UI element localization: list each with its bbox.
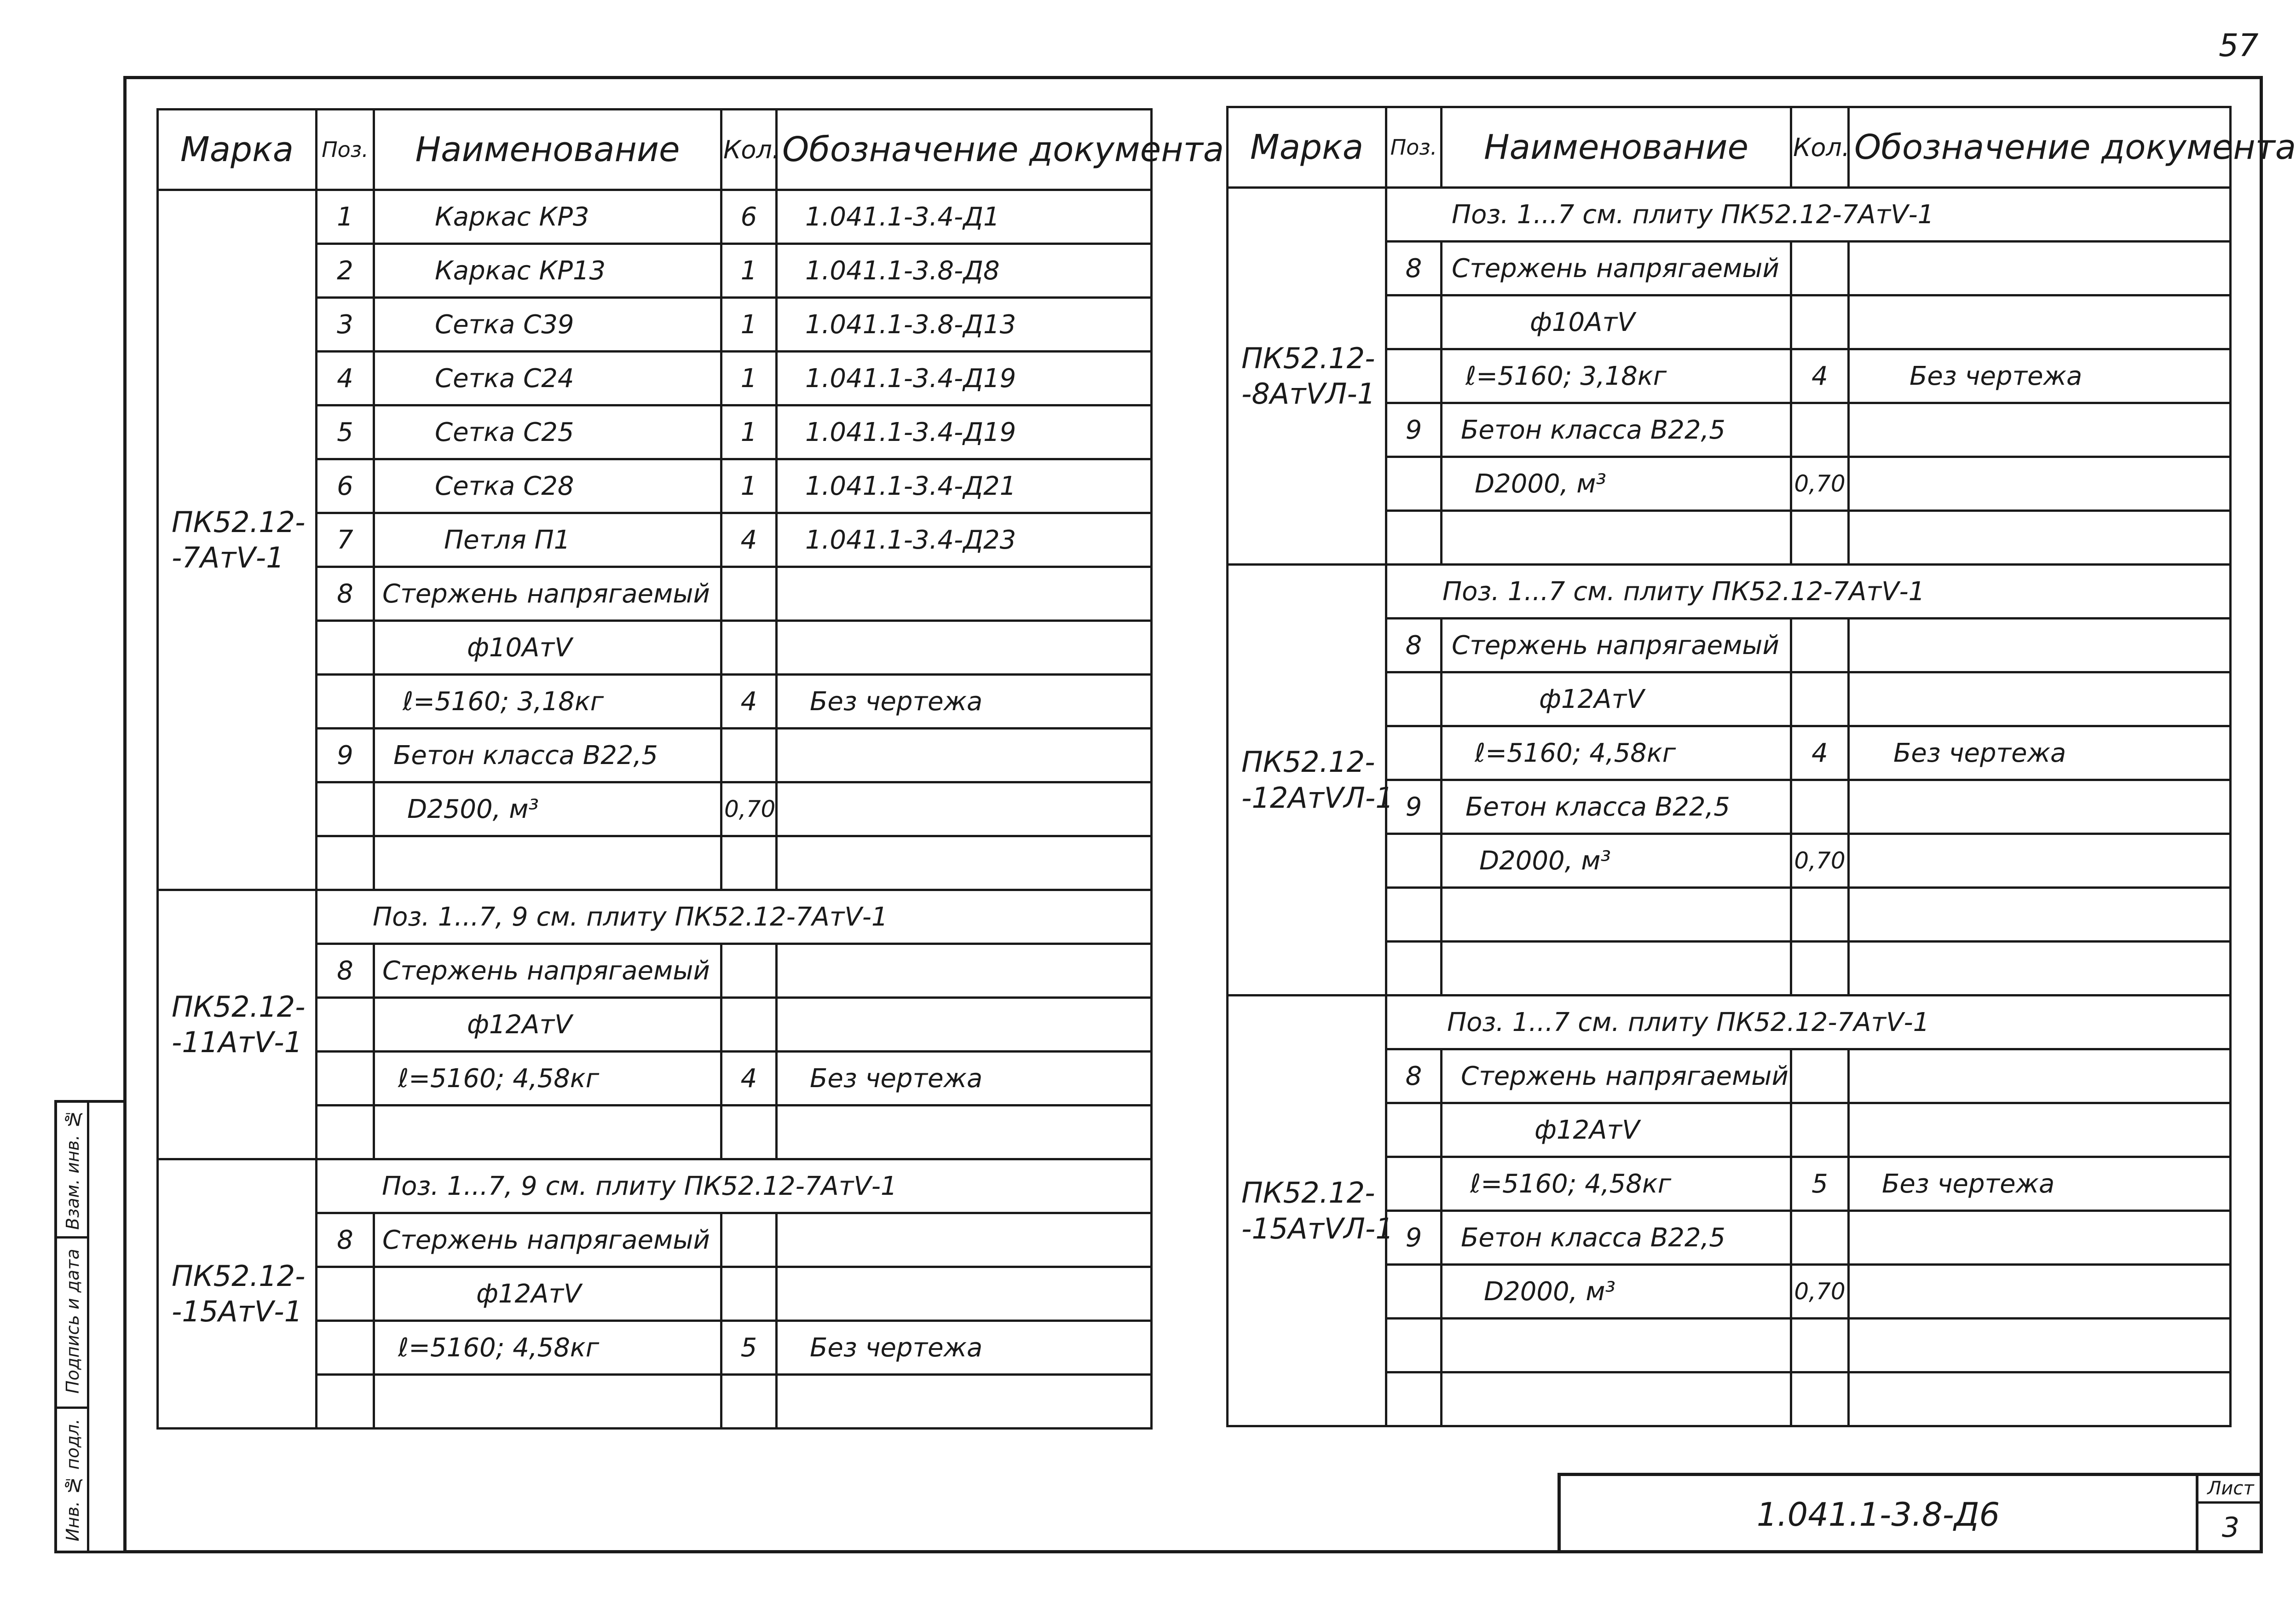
qty-cell: 4 bbox=[721, 675, 777, 729]
marka-cell bbox=[158, 190, 317, 890]
stamp-strip bbox=[54, 1100, 123, 1553]
doc-cell bbox=[1849, 1319, 2231, 1372]
pos-cell bbox=[1386, 349, 1442, 403]
header-row bbox=[1228, 107, 2231, 188]
doc-cell bbox=[777, 944, 1152, 998]
pos-cell bbox=[1386, 1103, 1442, 1157]
marka-cell bbox=[158, 890, 317, 1159]
pos-cell: 5 bbox=[317, 405, 374, 459]
stamp-strip-cells bbox=[57, 1103, 89, 1551]
pos-cell bbox=[317, 621, 374, 675]
pos-cell: 9 bbox=[317, 729, 374, 782]
doc-cell bbox=[1849, 619, 2231, 672]
doc-cell bbox=[1849, 1265, 2231, 1319]
pos-cell bbox=[317, 675, 374, 729]
qty-cell bbox=[1791, 511, 1849, 565]
marka-text: ПК52.12- -8АтⅤЛ-1 bbox=[1241, 341, 1376, 411]
table-row bbox=[158, 190, 1152, 244]
doc-cell: Без чертежа bbox=[1849, 1157, 2231, 1211]
qty-cell bbox=[1791, 403, 1849, 457]
qty-cell: 4 bbox=[1791, 726, 1849, 780]
name-cell: Бетон класса В22,5 bbox=[1442, 1211, 1791, 1265]
doc-cell bbox=[1849, 834, 2231, 888]
header-name: Наименование bbox=[1442, 107, 1791, 188]
pos-cell: 8 bbox=[1386, 619, 1442, 672]
name-cell: Бетон класса В22,5 bbox=[374, 729, 721, 782]
pos-cell bbox=[1386, 1319, 1442, 1372]
qty-cell bbox=[721, 567, 777, 621]
strip-separator bbox=[57, 1407, 89, 1409]
name-cell: Сетка С28 bbox=[374, 459, 721, 513]
name-cell: ℓ=5160; 4,58кг bbox=[374, 1321, 721, 1375]
document-code: 1.041.1-3.8-Д6 bbox=[1756, 1496, 2000, 1534]
sheet-label: Лист bbox=[2198, 1476, 2263, 1504]
name-cell bbox=[1442, 511, 1791, 565]
qty-cell bbox=[1791, 888, 1849, 942]
pos-cell bbox=[1386, 672, 1442, 726]
qty-cell: 1 bbox=[721, 244, 777, 298]
doc-cell bbox=[1849, 242, 2231, 295]
table-row bbox=[1228, 565, 2231, 619]
doc-cell bbox=[1849, 457, 2231, 511]
pos-cell bbox=[1386, 1372, 1442, 1426]
pos-cell bbox=[1386, 726, 1442, 780]
name-cell: ℓ=5160; 4,58кг bbox=[374, 1052, 721, 1106]
qty-cell bbox=[721, 1267, 777, 1321]
doc-cell bbox=[777, 836, 1152, 890]
qty-cell: 4 bbox=[721, 513, 777, 567]
doc-cell bbox=[1849, 1372, 2231, 1426]
spec-table-left bbox=[156, 108, 1224, 1430]
header-row bbox=[158, 110, 1152, 190]
pos-cell: 9 bbox=[1386, 403, 1442, 457]
table-row bbox=[1228, 188, 2231, 242]
marka-text: ПК52.12- -12АтⅤЛ-1 bbox=[1241, 745, 1394, 815]
marka-cell bbox=[158, 1159, 317, 1429]
name-cell: ф12АтⅤ bbox=[1442, 672, 1791, 726]
pos-cell bbox=[1386, 942, 1442, 996]
name-cell: ф10АтⅤ bbox=[374, 621, 721, 675]
qty-cell bbox=[721, 836, 777, 890]
name-cell: Петля П1 bbox=[374, 513, 721, 567]
header-pos: Поз. bbox=[1386, 107, 1442, 188]
name-cell bbox=[374, 1106, 721, 1159]
marka-text: ПК52.12- -11АтⅤ-1 bbox=[172, 990, 306, 1059]
pos-cell: 8 bbox=[317, 1213, 374, 1267]
name-cell: Сетка С39 bbox=[374, 298, 721, 352]
reference-note: Поз. 1...7 см. плиту ПК52.12-7АтⅤ-1 bbox=[1386, 565, 2231, 619]
name-cell: ℓ=5160; 3,18кг bbox=[1442, 349, 1791, 403]
doc-cell: 1.041.1-3.4-Д19 bbox=[777, 405, 1152, 459]
qty-cell: 1 bbox=[721, 352, 777, 405]
doc-cell: Без чертежа bbox=[777, 1321, 1152, 1375]
name-cell: Стержень напрягаемый bbox=[374, 1213, 721, 1267]
sheet-corner-number: 57 bbox=[2219, 28, 2259, 64]
qty-cell bbox=[1791, 295, 1849, 349]
reference-note: Поз. 1...7 см. плиту ПК52.12-7АтⅤ-1 bbox=[1386, 996, 2231, 1049]
name-cell bbox=[374, 836, 721, 890]
pos-cell bbox=[1386, 457, 1442, 511]
qty-cell bbox=[1791, 1319, 1849, 1372]
table-row bbox=[158, 890, 1152, 944]
qty-cell bbox=[1791, 1211, 1849, 1265]
pos-cell bbox=[1386, 834, 1442, 888]
doc-cell bbox=[777, 1267, 1152, 1321]
table-row bbox=[1228, 996, 2231, 1049]
doc-cell bbox=[1849, 511, 2231, 565]
qty-cell bbox=[1791, 1049, 1849, 1103]
name-cell: ф10АтⅤ bbox=[1442, 295, 1791, 349]
pos-cell: 2 bbox=[317, 244, 374, 298]
doc-cell bbox=[1849, 1103, 2231, 1157]
qty-cell: 0,70 bbox=[721, 782, 777, 836]
pos-cell: 8 bbox=[1386, 242, 1442, 295]
name-cell bbox=[1442, 888, 1791, 942]
doc-cell bbox=[1849, 1049, 2231, 1103]
pos-cell: 9 bbox=[1386, 780, 1442, 834]
header-doc: Обозначение документа bbox=[777, 110, 1152, 190]
doc-cell: 1.041.1-3.8-Д13 bbox=[777, 298, 1152, 352]
strip-separator bbox=[57, 1236, 89, 1239]
header-qty: Кол. bbox=[1791, 107, 1849, 188]
name-cell: Бетон класса В22,5 bbox=[1442, 780, 1791, 834]
marka-cell bbox=[1228, 565, 1394, 996]
strip-label-signature-date: Подпись и дата bbox=[63, 1249, 83, 1394]
sheet-box bbox=[2196, 1476, 2263, 1553]
name-cell: Стержень напрягаемый bbox=[1442, 1049, 1791, 1103]
header-marka: Марка bbox=[158, 110, 317, 190]
name-cell bbox=[1442, 1319, 1791, 1372]
name-cell: Каркас КР13 bbox=[374, 244, 721, 298]
title-block bbox=[1558, 1473, 2263, 1553]
strip-label-inv-podl: Инв. № подл. bbox=[63, 1418, 83, 1542]
doc-cell: 1.041.1-3.4-Д21 bbox=[777, 459, 1152, 513]
qty-cell bbox=[1791, 242, 1849, 295]
qty-cell bbox=[1791, 619, 1849, 672]
doc-cell: Без чертежа bbox=[777, 1052, 1152, 1106]
name-cell: Стержень напрягаемый bbox=[374, 944, 721, 998]
name-cell bbox=[374, 1375, 721, 1429]
marka-text: ПК52.12- -15АтⅤЛ-1 bbox=[1241, 1176, 1394, 1245]
name-cell: Каркас КР3 bbox=[374, 190, 721, 244]
name-cell: D2000, м³ bbox=[1442, 1265, 1791, 1319]
sheet-number: 3 bbox=[2221, 1511, 2240, 1544]
name-cell: Бетон класса В22,5 bbox=[1442, 403, 1791, 457]
marka-cell bbox=[1228, 188, 1386, 565]
spec-table-right bbox=[1226, 106, 2296, 1427]
qty-cell bbox=[721, 998, 777, 1052]
doc-cell: 1.041.1-3.8-Д8 bbox=[777, 244, 1152, 298]
qty-cell bbox=[721, 1375, 777, 1429]
pos-cell bbox=[1386, 888, 1442, 942]
doc-cell bbox=[1849, 780, 2231, 834]
pos-cell bbox=[317, 1267, 374, 1321]
doc-cell bbox=[1849, 403, 2231, 457]
qty-cell: 1 bbox=[721, 298, 777, 352]
doc-cell: 1.041.1-3.4-Д23 bbox=[777, 513, 1152, 567]
qty-cell bbox=[1791, 780, 1849, 834]
doc-cell: Без чертежа bbox=[1849, 349, 2231, 403]
doc-cell bbox=[777, 567, 1152, 621]
pos-cell: 4 bbox=[317, 352, 374, 405]
pos-cell bbox=[1386, 1265, 1442, 1319]
doc-cell bbox=[1849, 295, 2231, 349]
doc-cell bbox=[777, 729, 1152, 782]
name-cell: D2000, м³ bbox=[1442, 457, 1791, 511]
name-cell: ф12АтⅤ bbox=[374, 998, 721, 1052]
marka-text: ПК52.12- -7АтⅤ-1 bbox=[172, 505, 306, 574]
marka-text: ПК52.12- -15АтⅤ-1 bbox=[172, 1259, 306, 1328]
pos-cell bbox=[317, 998, 374, 1052]
qty-cell: 5 bbox=[721, 1321, 777, 1375]
doc-cell bbox=[1849, 672, 2231, 726]
doc-cell bbox=[777, 782, 1152, 836]
pos-cell bbox=[1386, 1157, 1442, 1211]
qty-cell: 1 bbox=[721, 459, 777, 513]
qty-cell: 4 bbox=[1791, 349, 1849, 403]
marka-cell bbox=[1228, 996, 1394, 1426]
header-pos: Поз. bbox=[317, 110, 374, 190]
header-qty: Кол. bbox=[721, 110, 777, 190]
qty-cell bbox=[1791, 1372, 1849, 1426]
doc-cell bbox=[777, 1213, 1152, 1267]
pos-cell: 9 bbox=[1386, 1211, 1442, 1265]
qty-cell bbox=[1791, 942, 1849, 996]
name-cell: Сетка С24 bbox=[374, 352, 721, 405]
doc-cell bbox=[777, 1375, 1152, 1429]
qty-cell bbox=[721, 729, 777, 782]
pos-cell bbox=[317, 782, 374, 836]
pos-cell: 3 bbox=[317, 298, 374, 352]
qty-cell: 0,70 bbox=[1791, 457, 1849, 511]
pos-cell: 8 bbox=[317, 567, 374, 621]
doc-cell bbox=[1849, 942, 2231, 996]
name-cell: Стержень напрягаемый bbox=[1442, 242, 1791, 295]
table-row bbox=[158, 1159, 1152, 1213]
name-cell: ф12АтⅤ bbox=[374, 1267, 721, 1321]
pos-cell: 8 bbox=[1386, 1049, 1442, 1103]
name-cell: D2000, м³ bbox=[1442, 834, 1791, 888]
doc-cell bbox=[777, 1106, 1152, 1159]
name-cell: Сетка С25 bbox=[374, 405, 721, 459]
name-cell: ф12АтⅤ bbox=[1442, 1103, 1791, 1157]
qty-cell bbox=[1791, 1103, 1849, 1157]
qty-cell: 0,70 bbox=[1791, 1265, 1849, 1319]
name-cell: ℓ=5160; 3,18кг bbox=[374, 675, 721, 729]
pos-cell bbox=[1386, 511, 1442, 565]
pos-cell bbox=[1386, 295, 1442, 349]
qty-cell: 0,70 bbox=[1791, 834, 1849, 888]
qty-cell: 6 bbox=[721, 190, 777, 244]
qty-cell bbox=[1791, 672, 1849, 726]
name-cell bbox=[1442, 942, 1791, 996]
name-cell: Стержень напрягаемый bbox=[374, 567, 721, 621]
qty-cell bbox=[721, 621, 777, 675]
pos-cell bbox=[317, 1375, 374, 1429]
doc-cell bbox=[777, 621, 1152, 675]
pos-cell bbox=[317, 836, 374, 890]
strip-label-vzam-inv: Взам. инв. № bbox=[63, 1109, 83, 1230]
qty-cell: 1 bbox=[721, 405, 777, 459]
name-cell: D2500, м³ bbox=[374, 782, 721, 836]
name-cell bbox=[1442, 1372, 1791, 1426]
reference-note: Поз. 1...7, 9 см. плиту ПК52.12-7АтⅤ-1 bbox=[317, 890, 1152, 944]
doc-cell: Без чертежа bbox=[1849, 726, 2231, 780]
header-doc: Обозначение документа bbox=[1849, 107, 2231, 188]
pos-cell: 1 bbox=[317, 190, 374, 244]
header-marka: Марка bbox=[1228, 107, 1386, 188]
name-cell: ℓ=5160; 4,58кг bbox=[1442, 726, 1791, 780]
doc-cell: 1.041.1-3.4-Д1 bbox=[777, 190, 1152, 244]
doc-cell: Без чертежа bbox=[777, 675, 1152, 729]
reference-note: Поз. 1...7 см. плиту ПК52.12-7АтⅤ-1 bbox=[1386, 188, 2231, 242]
qty-cell bbox=[721, 944, 777, 998]
name-cell: Стержень напрягаемый bbox=[1442, 619, 1791, 672]
pos-cell bbox=[317, 1106, 374, 1159]
qty-cell bbox=[721, 1213, 777, 1267]
pos-cell: 8 bbox=[317, 944, 374, 998]
doc-cell bbox=[777, 998, 1152, 1052]
qty-cell bbox=[721, 1106, 777, 1159]
qty-cell: 4 bbox=[721, 1052, 777, 1106]
pos-cell bbox=[317, 1321, 374, 1375]
name-cell: ℓ=5160; 4,58кг bbox=[1442, 1157, 1791, 1211]
reference-note: Поз. 1...7, 9 см. плиту ПК52.12-7АтⅤ-1 bbox=[317, 1159, 1152, 1213]
doc-cell: 1.041.1-3.4-Д19 bbox=[777, 352, 1152, 405]
pos-cell: 7 bbox=[317, 513, 374, 567]
doc-cell bbox=[1849, 1211, 2231, 1265]
doc-cell bbox=[1849, 888, 2231, 942]
pos-cell: 6 bbox=[317, 459, 374, 513]
qty-cell: 5 bbox=[1791, 1157, 1849, 1211]
header-name: Наименование bbox=[374, 110, 721, 190]
pos-cell bbox=[317, 1052, 374, 1106]
